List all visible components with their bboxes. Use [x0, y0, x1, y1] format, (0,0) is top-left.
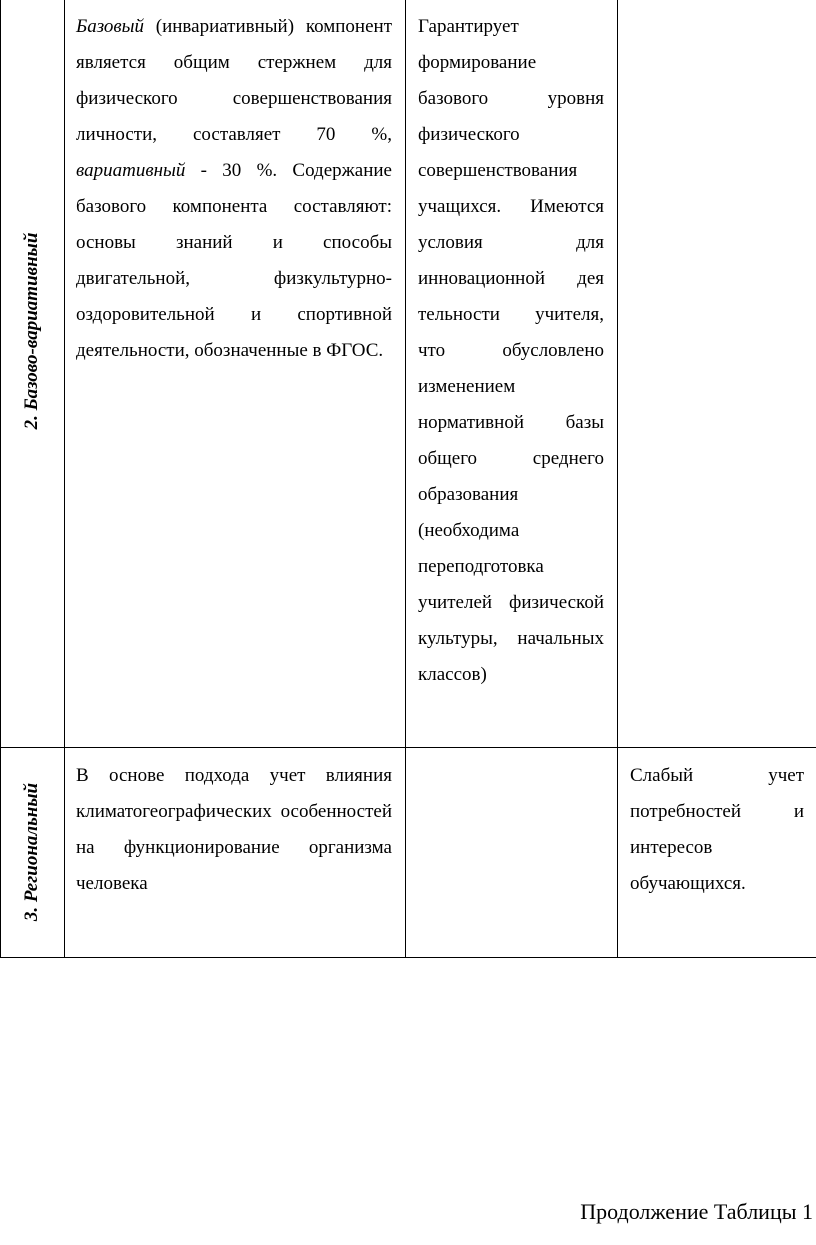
term-base: Базовый [76, 16, 144, 37]
content-text-2: - 30 %. Содержание базового компонента составляют: основы знаний и способы двигательной, физкультурно-оздоровительной и спортивной деятельности, обозначенные в ФГОС. [76, 160, 392, 361]
row-divider [0, 747, 816, 748]
content-text-1: (инвариативный) компонент является общим стержнем для физического совершенствования личности, составляет 70 %, [76, 16, 392, 145]
row-label-regional: 3. Региональный [21, 782, 42, 922]
column-divider-3 [617, 0, 618, 958]
row-3-disadvantages-cell: Слабый учет потребностей и интересов обучающихся. [630, 765, 804, 894]
column-divider-1 [64, 0, 65, 958]
row-3-content-cell: В основе подхода учет влияния климатогеографических особенностей на функционирование организма человека [76, 765, 392, 894]
column-divider-2 [405, 0, 406, 958]
row-2-content-cell [76, 9, 392, 369]
term-variative: вариативный [76, 160, 186, 181]
table-continuation-caption: Продолжение Таблицы 1 [580, 1199, 813, 1224]
table-border-bottom [0, 957, 816, 958]
row-2-advantages-cell: Гарантирует формирование базового уровня физического совершенствования учащихся. Имеются условия для инновационной дея тельности учителя, что обусловлено изменением нормативной базы общего среднего образования (необходима переподготовка учителей физической культуры, начальных классов) [418, 16, 604, 685]
table-border-left [0, 0, 1, 958]
row-label-base-variative: 2. Базово-вариативный [21, 232, 42, 430]
